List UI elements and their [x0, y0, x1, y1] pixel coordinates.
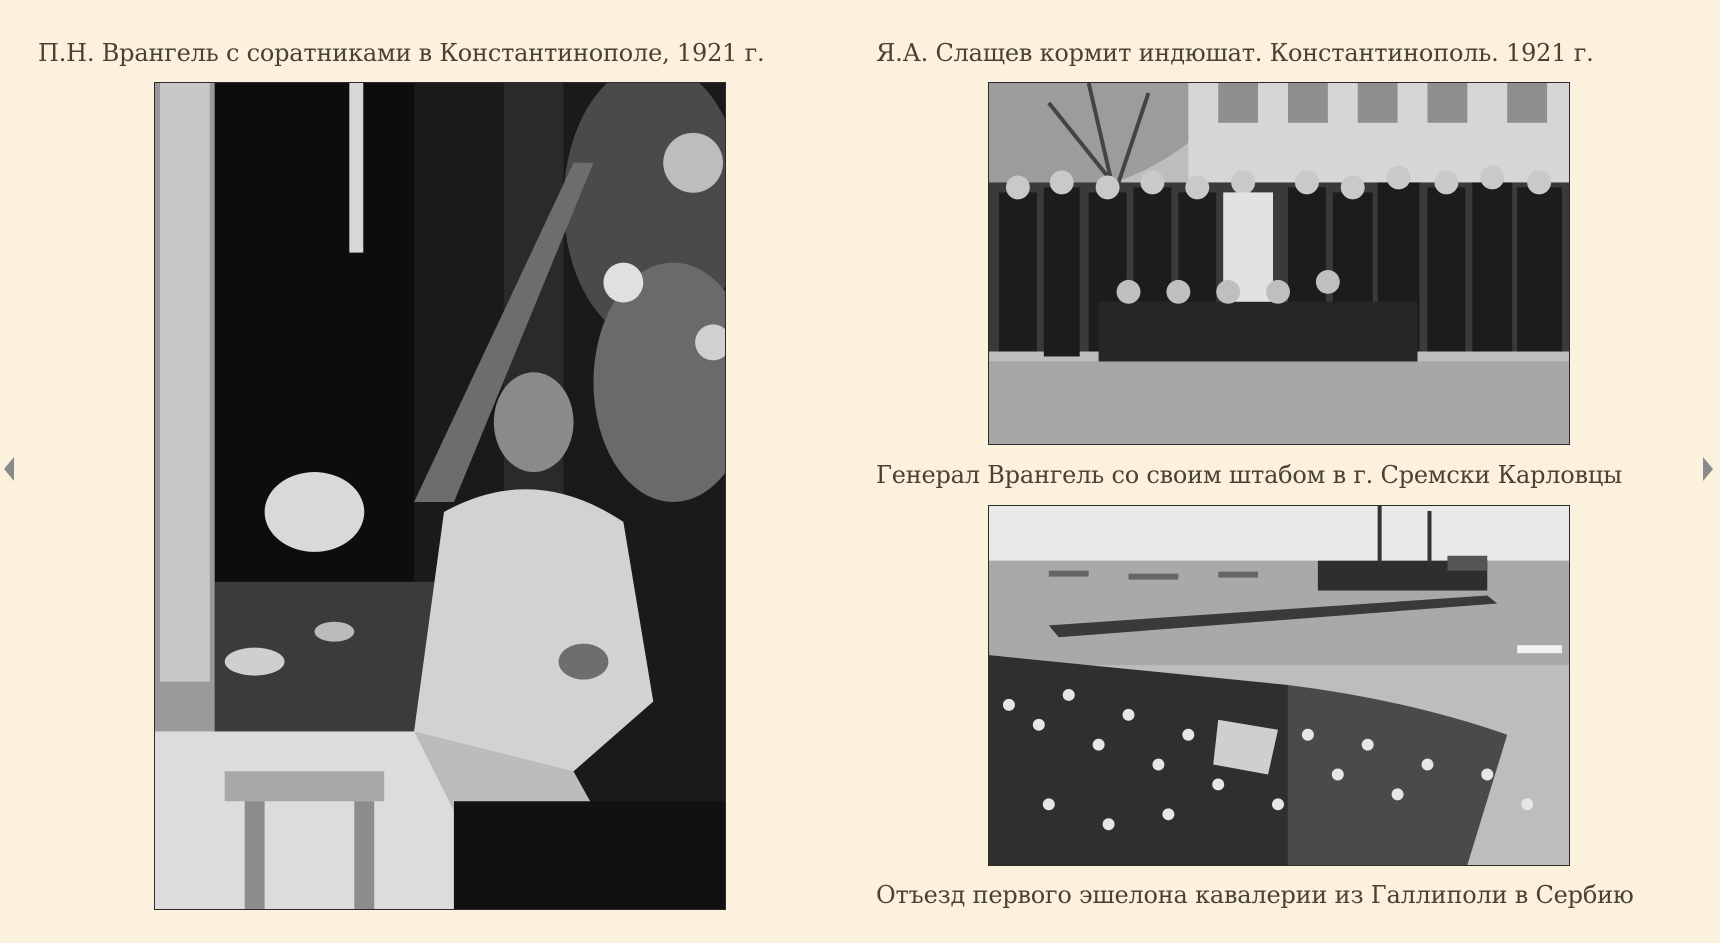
portrait-photo-image	[155, 83, 725, 909]
prev-arrow-icon[interactable]	[4, 457, 14, 481]
harbor-photo-image	[989, 506, 1569, 865]
harbor-photo[interactable]	[988, 505, 1570, 866]
next-arrow-icon[interactable]	[1703, 457, 1713, 481]
group-photo-image	[989, 83, 1569, 444]
photo-caption-4: Отъезд первого эшелона кавалерии из Галлиполи в Сербию	[876, 881, 1634, 909]
group-photo[interactable]	[988, 82, 1570, 445]
photo-caption-3: Генерал Врангель со своим штабом в г. Сремски Карловцы	[876, 461, 1622, 489]
portrait-photo[interactable]	[154, 82, 726, 910]
photo-caption-1: П.Н. Врангель с соратниками в Константинополе, 1921 г.	[38, 39, 765, 67]
photo-caption-2: Я.А. Слащев кормит индюшат. Константинополь. 1921 г.	[876, 39, 1594, 67]
